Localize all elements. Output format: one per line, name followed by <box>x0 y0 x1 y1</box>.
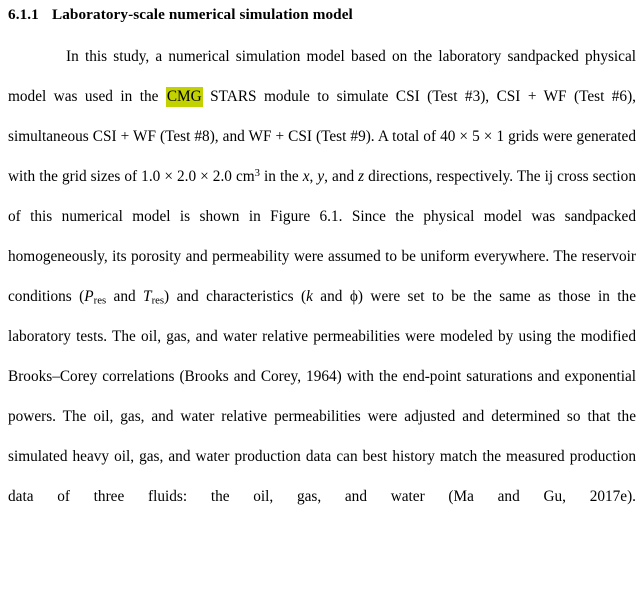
variable-p: P <box>84 288 94 306</box>
section-heading-title: Laboratory-scale numerical simulation model <box>52 6 353 23</box>
section-heading-number: 6.1.1 <box>8 6 39 23</box>
subscript-res-2: res <box>151 294 165 307</box>
superscript-cubic: 3 <box>254 167 261 180</box>
paragraph-segment-4: , <box>309 168 318 186</box>
variable-t: T <box>143 288 152 306</box>
variable-p-res <box>84 288 106 305</box>
highlighted-term-cmg: CMG <box>166 88 202 106</box>
variable-k: k <box>306 288 313 306</box>
variable-x: x <box>302 168 310 186</box>
variable-z: z <box>358 168 365 186</box>
paragraph-segment-10: ) were set to be the same as those in the laboratory tests. The oil, gas, and water relative permeabilities were modeled by using the modified Brooks–Corey correlations (Brooks and Corey, 1964) with the end-point saturations and exponential powers. The oil, gas, and water relative permeabilities were adjusted and determined so that the simulated heavy oil, gas, and water production data can best history match the measured production data of three fluids: the oil, gas, and water (Ma and Gu, 2017e). <box>8 288 636 506</box>
body-paragraph <box>8 22 636 557</box>
variable-y: y <box>317 168 325 186</box>
paragraph-segment-6: directions, respectively. The ij cross section of this numerical model is shown in Figure 6.1. Since the physical model was sandpacked homogeneously, its porosity and permeability were assumed to be uniform everywhere. The reservoir conditions ( <box>8 168 636 306</box>
paragraph-segment-8: ) and characteristics ( <box>164 288 307 306</box>
variable-t-res <box>143 288 164 305</box>
variable-phi: ϕ <box>349 288 358 306</box>
paragraph-segment-1: In this study, a numerical simulation model based on the laboratory sandpacked physical model was used in the <box>8 48 636 106</box>
paragraph-segment-5: , and <box>324 168 359 186</box>
paragraph-segment-2: STARS module to simulate CSI (Test #3), CSI + WF (Test #6), simultaneous CSI + WF (Test #8), and WF + CSI (Test #9). A total of 40 × 5 × 1 grids were generated with the grid sizes of 1.0 × 2.0 × 2.0 cm <box>8 88 636 186</box>
paragraph-segment-3: in the <box>260 168 303 186</box>
paragraph-segment-7: and <box>106 288 144 306</box>
subscript-res-1: res <box>93 294 107 307</box>
section-heading <box>8 0 636 22</box>
paragraph-segment-9: and <box>312 288 350 306</box>
